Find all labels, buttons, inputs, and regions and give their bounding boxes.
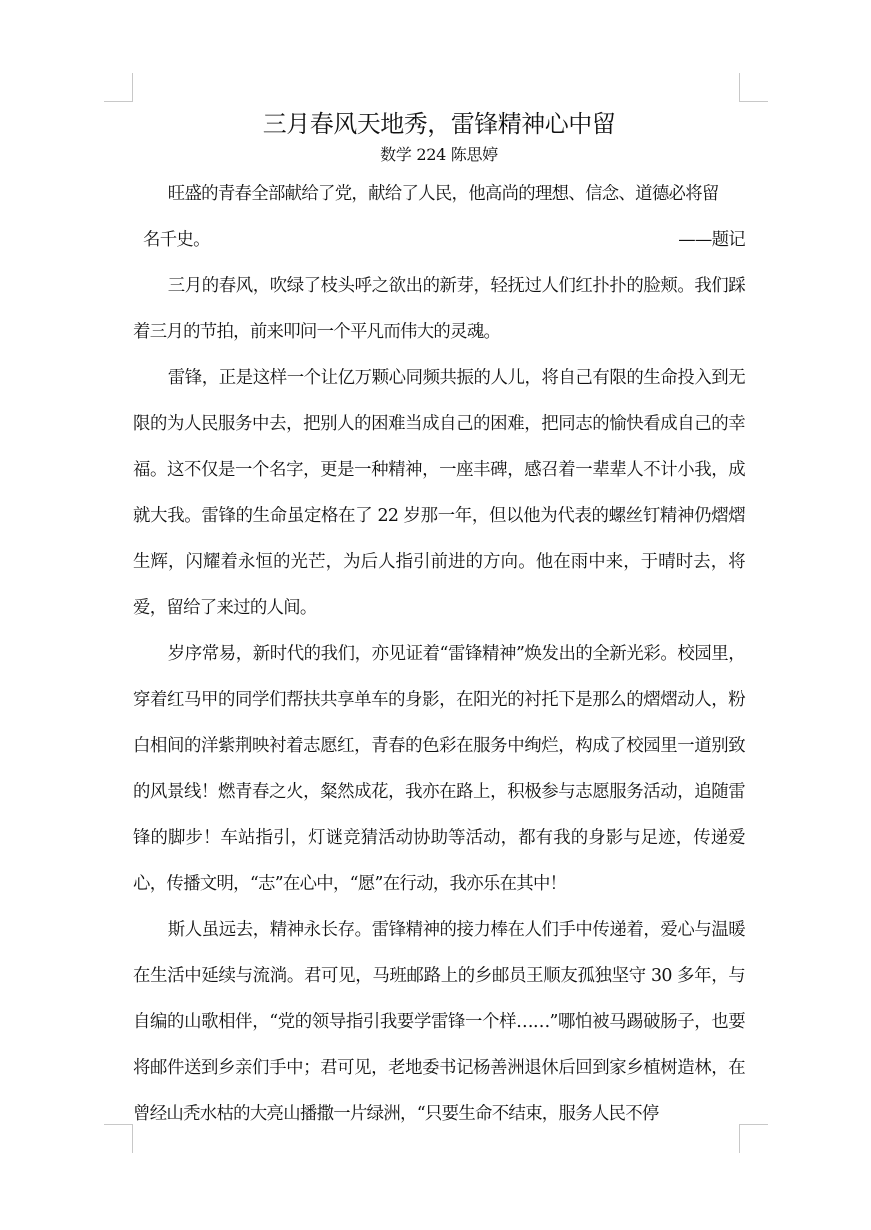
epigraph-attribution-row (133, 217, 745, 263)
crop-mark-bottom-left (104, 1124, 133, 1153)
epigraph-attribution: ——题记 (678, 230, 745, 250)
epigraph-text: 旺盛的青春全部献给了党，献给了人民，他高尚的理想、信念、道德必将留 (167, 184, 719, 204)
paragraph-2: 雷锋，正是这样一个让亿万颗心同频共振的人儿，将自己有限的生命投入到无限的为人民服务中去，把别人的困难当成自己的困难，把同志的愉快看成自己的幸福。这不仅是一个名字，更是一种精神，一座丰碑，感召着一辈辈人不计小我，成就大我。雷锋的生命虽定格在了 22 岁那一年，但以他为代表的螺丝钉精神仍熠熠生辉，闪耀着永恒的光芒，为后人指引前进的方向。他在雨中来，于晴时去，将爱，留给了来过的人间。 (133, 368, 745, 618)
document-author: 数学 224 陈思婷 (380, 145, 498, 164)
paragraph-3: 岁序常易，新时代的我们，亦见证着“雷锋精神”焕发出的全新光彩。校园里，穿着红马甲的同学们帮扶共享单车的身影，在阳光的衬托下是那么的熠熠动人，粉白相间的洋紫荆映衬着志愿红，青春的色彩在服务中绚烂，构成了校园里一道别致的风景线！燃青春之火，粲然成花，我亦在路上，积极参与志愿服务活动，追随雷锋的脚步！车站指引，灯谜竞猜活动协助等活动，都有我的身影与足迹，传递爱心，传播文明，“志”在心中，“愿”在行动，我亦乐在其中！ (133, 644, 745, 894)
document-title: 三月春风天地秀，雷锋精神心中留 (262, 110, 616, 138)
document-body (133, 105, 745, 1137)
epigraph-tail: 名千史。 (143, 230, 210, 250)
crop-mark-top-left (104, 73, 133, 102)
crop-mark-top-right (739, 73, 768, 102)
paragraph-4: 斯人虽远去，精神永长存。雷锋精神的接力棒在人们手中传递着，爱心与温暖在生活中延续与流淌。君可见，马班邮路上的乡邮员王顺友孤独坚守 30 多年，与自编的山歌相伴，“党的领导指引我要学雷锋一个样……”哪怕被马踢破肠子，也要将邮件送到乡亲们手中；君可见，老地委书记杨善洲退休后回到家乡植树造林，在曾经山秃水枯的大亮山播撒一片绿洲，“只要生命不结束，服务人民不停 (133, 920, 745, 1124)
paragraph-1: 三月的春风，吹绿了枝头呼之欲出的新芽，轻抚过人们红扑扑的脸颊。我们踩着三月的节拍，前来叩问一个平凡而伟大的灵魂。 (133, 276, 745, 342)
